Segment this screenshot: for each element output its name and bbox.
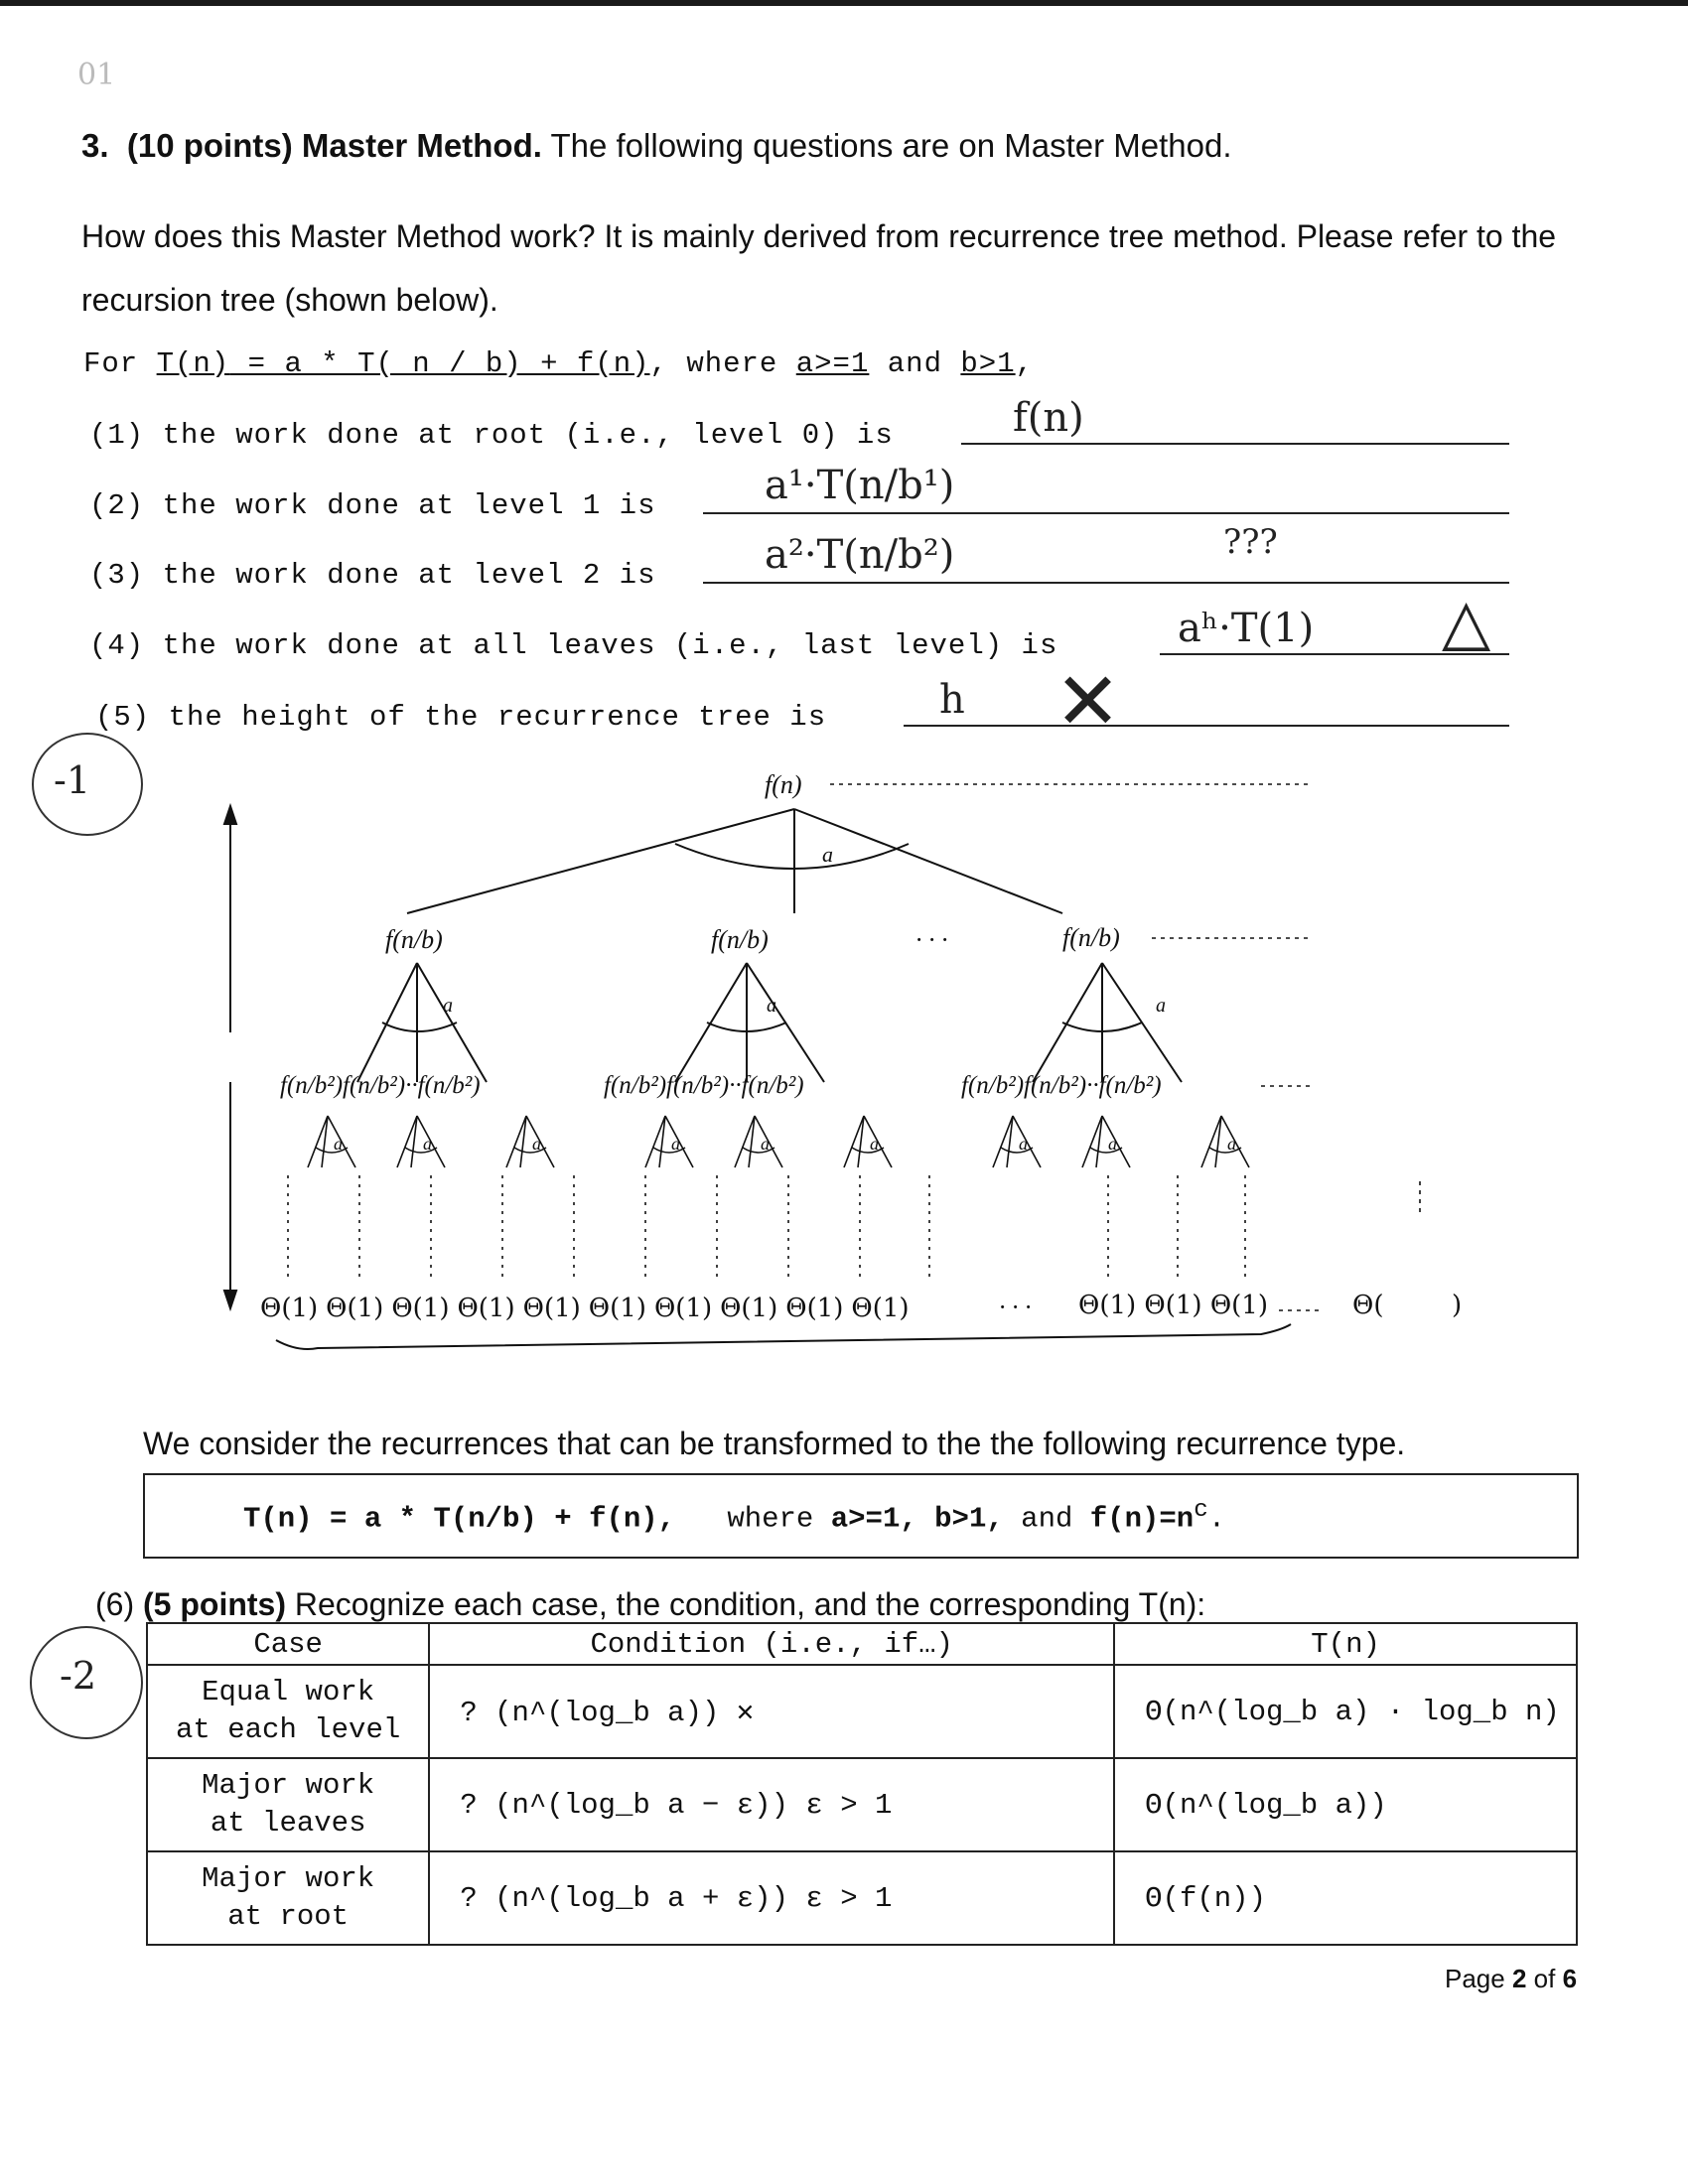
case-cell xyxy=(147,1851,429,1945)
level2-group-2: f(n/b²)f(n/b²)··f(n/b²) xyxy=(604,1072,804,1099)
l1-right-branch-a xyxy=(1033,963,1102,1082)
cases-table xyxy=(146,1622,1578,1946)
part6-points: (5 points) xyxy=(143,1586,286,1622)
formula-exp: c xyxy=(1194,1497,1208,1524)
mini-branch-label: a xyxy=(1019,1134,1028,1154)
case-cell xyxy=(147,1665,429,1758)
condition-cell: ? (n^(log_b a − ε)) ε > 1 xyxy=(429,1758,1114,1851)
part6-text: Recognize each case, the condition, and the corresponding T(n): xyxy=(285,1586,1206,1622)
leaf-dotted-lines xyxy=(288,1175,1245,1281)
leaf-node: Θ(1) xyxy=(326,1294,384,1323)
leaf-r3: Θ(1) xyxy=(1209,1291,1268,1320)
height-arrow-up-head xyxy=(224,806,236,824)
item-4-answer: aʰ·T(1) xyxy=(1178,606,1315,651)
formula-lhs: T(n) xyxy=(243,1502,313,1536)
header-case: Case xyxy=(147,1623,429,1665)
leaf-ellipsis: · · · xyxy=(999,1293,1032,1321)
table-row xyxy=(147,1851,1577,1945)
level1-node-3: f(n/b) xyxy=(1062,923,1120,952)
score-1: -1 xyxy=(54,758,91,802)
recurrence-rhs: = a * T( n / b) + f(n) xyxy=(229,347,650,380)
formula-fn: f(n)=n xyxy=(1089,1502,1195,1536)
part6-label: (6) xyxy=(95,1586,135,1622)
height-arrow-down-head xyxy=(224,1291,236,1308)
item-1-answer: f(n) xyxy=(1013,395,1084,441)
mini-branch-label: a xyxy=(1227,1134,1236,1154)
formula-dot: . xyxy=(1207,1502,1226,1536)
footer-page-num: 2 xyxy=(1511,1964,1527,1993)
item-4-label: (4) the work done at all leaves (i.e., last level) is xyxy=(89,629,1058,662)
level1-node-1: f(n/b) xyxy=(385,925,443,954)
footer-total: 6 xyxy=(1562,1964,1578,1993)
mini-arc xyxy=(653,1148,685,1153)
case-line-1: Major work xyxy=(202,1862,375,1895)
mini-branch-label: a xyxy=(870,1134,879,1154)
intro-paragraph: How does this Master Method work? It is mainly derived from recurrence tree method. Please refer to the recursion tree (shown below). xyxy=(81,218,1557,318)
item-2-label: (2) the work done at level 1 is xyxy=(89,489,656,522)
for-word: For xyxy=(83,347,157,380)
leaf-node: Θ(1) xyxy=(588,1294,646,1323)
mini-arc xyxy=(405,1148,437,1153)
leaf-r1: Θ(1) xyxy=(1078,1291,1137,1320)
leaf-total-close: ) xyxy=(1452,1291,1463,1320)
mini-branch-label: a xyxy=(334,1134,343,1154)
leaf-node: Θ(1) xyxy=(260,1294,319,1323)
case-line-2: at root xyxy=(227,1900,350,1933)
level1-node-2: f(n/b) xyxy=(711,925,769,954)
question-points: (10 points) Master Method. xyxy=(126,127,542,164)
l1-left-branch-c xyxy=(417,963,487,1082)
item-5-answer: h xyxy=(939,677,965,723)
item-3-label: (3) the work done at level 2 is xyxy=(89,559,656,592)
case-line-2: at leaves xyxy=(210,1807,366,1840)
footer-of: of xyxy=(1526,1964,1563,1993)
trailing-comma: , xyxy=(1015,347,1035,380)
leaf-r2: Θ(1) xyxy=(1144,1291,1202,1320)
tn-term: T(n) xyxy=(156,347,230,380)
page-footer xyxy=(1445,1964,1577,1994)
leaf-row xyxy=(260,1293,917,1323)
l1-left-branch-a xyxy=(357,963,417,1082)
formula-where: where xyxy=(727,1502,831,1536)
l1-left-arc xyxy=(382,1023,457,1031)
table-row xyxy=(147,1758,1577,1851)
mini-arc xyxy=(1209,1148,1241,1153)
question-number: 3. xyxy=(81,127,109,164)
root-branch-arc xyxy=(675,844,909,869)
leaf-node: Θ(1) xyxy=(653,1294,713,1323)
mini-branch-label: a xyxy=(761,1134,770,1154)
where-word: , where xyxy=(649,347,796,380)
condition-cell: ? (n^(log_b a + ε)) ε > 1 xyxy=(429,1851,1114,1945)
mini-arc xyxy=(316,1148,348,1153)
cross-mark: ✕ xyxy=(1055,655,1122,748)
mini-arc xyxy=(514,1148,546,1153)
leaf-brace xyxy=(276,1324,1291,1349)
condition-cell: ? (n^(log_b a)) ✕ xyxy=(429,1665,1114,1758)
tn-cell: Θ(n^(log_b a) · log_b n) xyxy=(1114,1665,1577,1758)
case-line-2: at each level xyxy=(176,1713,401,1746)
item-3-answer: a²·T(n/b²) xyxy=(765,532,955,578)
formula-text xyxy=(243,1497,1225,1536)
mini-branch-label: a xyxy=(532,1134,541,1154)
l1-right-label: a xyxy=(1156,995,1166,1017)
header-tn: T(n) xyxy=(1114,1623,1577,1665)
leaf-right-group xyxy=(1078,1291,1268,1320)
mini-branch-label: a xyxy=(423,1134,432,1154)
mini-branch-label: a xyxy=(1108,1134,1117,1154)
level2-subtrees xyxy=(308,1116,1249,1167)
consider-text: We consider the recurrences that can be transformed to the the following recurrence type. xyxy=(143,1426,1406,1461)
formula-and: and xyxy=(1003,1502,1090,1536)
tn-cell: Θ(n^(log_b a)) xyxy=(1114,1758,1577,1851)
cond-b: b>1 xyxy=(960,347,1016,380)
root-branch-left xyxy=(407,809,794,913)
level1-ellipsis: · · · xyxy=(915,925,948,954)
level2-group-3: f(n/b²)f(n/b²)··f(n/b²) xyxy=(961,1072,1162,1099)
and-word: and xyxy=(869,347,961,380)
item-2-answer: a¹·T(n/b¹) xyxy=(765,463,955,508)
l1-left-label: a xyxy=(443,995,453,1017)
score-2: -2 xyxy=(60,1654,97,1698)
mini-arc xyxy=(743,1148,774,1153)
mini-arc xyxy=(852,1148,884,1153)
dotted-rays xyxy=(830,784,1420,1310)
leaf-node: Θ(1) xyxy=(522,1294,581,1323)
leaf-node: Θ(1) xyxy=(785,1294,844,1323)
leaf-node: Θ(1) xyxy=(851,1294,910,1323)
question-marks: ??? xyxy=(1223,522,1278,562)
leaf-total-open: Θ( xyxy=(1352,1291,1384,1320)
header-condition: Condition (i.e., if…) xyxy=(429,1623,1114,1665)
mini-arc xyxy=(1090,1148,1122,1153)
item-5-label: (5) the height of the recurrence tree is xyxy=(95,701,827,734)
l1-mid-label: a xyxy=(767,995,776,1017)
triangle-mark: △ xyxy=(1442,586,1491,659)
leaf-node: Θ(1) xyxy=(391,1294,450,1323)
tn-cell: Θ(f(n)) xyxy=(1114,1851,1577,1945)
case-line-1: Major work xyxy=(202,1769,375,1802)
corner-mark: 01 xyxy=(77,58,116,92)
leaf-node: Θ(1) xyxy=(720,1294,778,1323)
table-row xyxy=(147,1665,1577,1758)
root-branch-right xyxy=(794,809,1062,913)
formula-rhs: = a * T(n/b) + f(n), xyxy=(312,1502,676,1536)
case-cell xyxy=(147,1758,429,1851)
case-line-1: Equal work xyxy=(202,1676,375,1708)
l1-mid-branch-a xyxy=(675,963,747,1082)
part6-heading xyxy=(95,1586,1205,1623)
cond-a: a>=1 xyxy=(795,347,870,380)
footer-page-word: Page xyxy=(1445,1964,1512,1993)
mini-arc xyxy=(1001,1148,1033,1153)
item-1-label: (1) the work done at root (i.e., level 0) is xyxy=(89,419,894,452)
cases-header-row xyxy=(147,1623,1577,1665)
leaf-node: Θ(1) xyxy=(457,1294,515,1323)
tree-root: f(n) xyxy=(765,770,802,799)
root-branch-label: a xyxy=(822,842,833,867)
level2-group-1: f(n/b²)f(n/b²)··f(n/b²) xyxy=(280,1072,481,1099)
formula-cond: a>=1, b>1, xyxy=(830,1502,1004,1536)
question-intro: The following questions are on Master Method. xyxy=(541,127,1232,164)
mini-branch-label: a xyxy=(671,1134,680,1154)
